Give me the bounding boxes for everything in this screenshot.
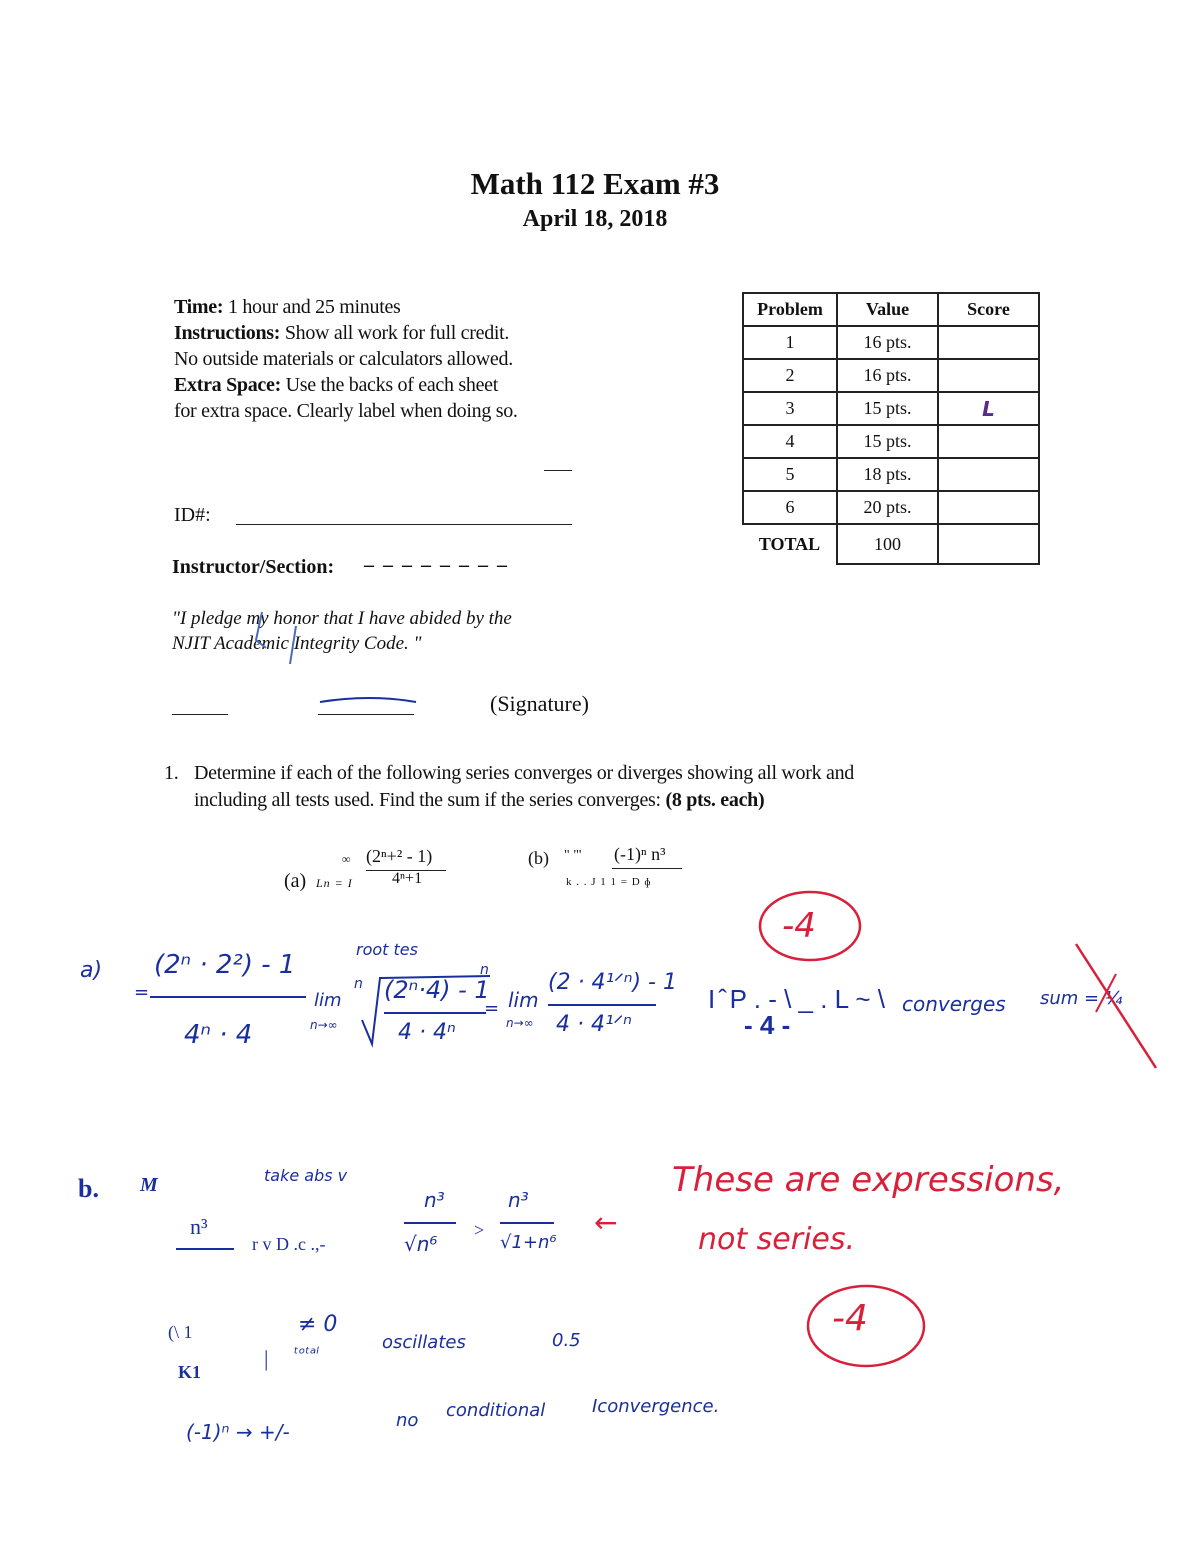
- problem-cell: 4: [743, 425, 837, 458]
- hw-b-gt: >: [474, 1220, 485, 1240]
- hw-take-abs: take abs v: [264, 1166, 348, 1185]
- pledge-line2: NJIT Academic Integrity Code. ": [172, 633, 422, 654]
- hw-b-k1: K1: [178, 1362, 202, 1382]
- instructions-value: Show all work for full credit.: [284, 322, 510, 344]
- question-points: (8 pts. each): [665, 789, 765, 811]
- signature-stroke-icon: [320, 698, 416, 702]
- instructor-label: Instructor/Section:: [172, 556, 335, 578]
- extra-space-label: Extra Space:: [174, 374, 281, 396]
- hw-b-frac2-denominator: √1+n⁶: [500, 1232, 557, 1253]
- part-b-index: k . . J 1 1 = D ɸ: [566, 876, 652, 888]
- hw-frac2-numerator: (2 · 4¹ᐟⁿ) - 1: [548, 970, 677, 995]
- instructions-label: Instructions:: [174, 322, 281, 344]
- value-cell: 16 pts.: [837, 326, 938, 359]
- hw-b-small: ᵗᵒᵗᵃˡ: [294, 1344, 319, 1363]
- header-problem: Problem: [743, 293, 837, 326]
- hw-b-m: M: [140, 1174, 158, 1196]
- header-score: Score: [938, 293, 1039, 326]
- part-a-denominator: 4ⁿ+1: [392, 870, 423, 887]
- hw-b-no: no: [396, 1410, 419, 1431]
- hw-b-conditional: conditional: [446, 1400, 546, 1421]
- red-comment-line1: These are expressions,: [672, 1160, 1065, 1200]
- hw-root-exponent: n: [480, 962, 489, 978]
- hw-root-denominator: 4 · 4ⁿ: [398, 1020, 456, 1045]
- id-label: ID#:: [174, 504, 211, 526]
- hw-converges: converges: [902, 992, 1006, 1016]
- instructions-line2: No outside materials or calculators allowed.: [174, 348, 513, 370]
- question-text-line2: including all tests used. Find the sum if the series converges:: [194, 789, 661, 811]
- part-b-label: (b): [528, 848, 549, 868]
- part-a-index: Ln = I: [316, 876, 353, 890]
- time-label: Time:: [174, 296, 224, 318]
- part-a-label: (a): [284, 870, 307, 892]
- hw-a-denominator: 4ⁿ · 4: [184, 1020, 253, 1050]
- hw-lim-1: lim: [314, 990, 342, 1011]
- grade-a-circle-icon: [760, 892, 860, 960]
- problem-cell: 2: [743, 359, 837, 392]
- hw-b-dots: r v D .c .,-: [252, 1234, 326, 1254]
- extra-space-line2: for extra space. Clearly label when doing so.: [174, 400, 518, 422]
- signature-stroke-icon: [256, 612, 266, 648]
- hw-b-label: b.: [78, 1174, 99, 1203]
- value-cell: 15 pts.: [837, 392, 938, 425]
- question-text-line1: Determine if each of the following series converges or diverges showing all work and: [194, 762, 854, 784]
- signature-stroke-icon: [290, 626, 296, 664]
- hw-result-garbled: I ̂ P . - \ _ . L ~ \: [708, 984, 886, 1014]
- part-b-marks: " "': [564, 848, 582, 863]
- part-b-numerator: (-1)ⁿ n³: [614, 844, 666, 864]
- part-a-numerator: (2ⁿ+² - 1): [366, 846, 433, 866]
- instructor-redacted: – – – – – – – –: [364, 554, 509, 576]
- extra-space-value: Use the backs of each sheet: [285, 374, 498, 396]
- value-cell: 15 pts.: [837, 425, 938, 458]
- hw-b-n3: n³: [190, 1214, 208, 1239]
- part-a-sum-symbol: ∞: [342, 852, 351, 866]
- exam-title: Math 112 Exam #3: [470, 166, 720, 201]
- hw-sum: sum = ¼: [1040, 988, 1123, 1009]
- hw-b-05: 0.5: [552, 1330, 581, 1351]
- problem-cell: 1: [743, 326, 837, 359]
- radical-sign-icon: [362, 976, 490, 1044]
- grade-b-circle-icon: [808, 1286, 924, 1366]
- hw-root-index: n: [354, 976, 363, 992]
- hw-a-numerator: (2ⁿ · 2²) - 1: [154, 950, 296, 980]
- value-cell: 16 pts.: [837, 359, 938, 392]
- header-value: Value: [837, 293, 938, 326]
- hw-b-last-left: (-1)ⁿ → +/-: [186, 1420, 290, 1444]
- value-cell: 20 pts.: [837, 491, 938, 524]
- arrow-left-icon: ←: [594, 1206, 618, 1239]
- problem-cell: 5: [743, 458, 837, 491]
- hw-lim-1-sub: n→∞: [310, 1018, 338, 1032]
- hw-b-frac1-denominator: √n⁶: [404, 1232, 438, 1256]
- signature-label: (Signature): [490, 691, 589, 716]
- hw-b-ql: (\ 1: [168, 1322, 193, 1342]
- hw-b-convergence: Iconvergence.: [592, 1396, 720, 1417]
- hw-a-label: a): [80, 958, 103, 983]
- hw-root-numerator: (2ⁿ·4) - 1: [384, 976, 490, 1004]
- time-value: 1 hour and 25 minutes: [227, 296, 401, 318]
- hw-b-neq0: ≠ 0: [298, 1312, 338, 1337]
- total-label: TOTAL: [758, 534, 821, 554]
- hw-frac2-denominator: 4 · 4¹ᐟⁿ: [556, 1012, 632, 1037]
- hw-lim-2: lim: [508, 988, 539, 1012]
- grade-b: -4: [832, 1298, 868, 1339]
- hw-b-one: |: [264, 1346, 269, 1371]
- red-comment-line2: not series.: [698, 1222, 856, 1257]
- hw-a-equals: =: [134, 982, 150, 1003]
- hw-result-denominator: - 4 -: [744, 1010, 791, 1040]
- hw-b-frac2-numerator: n³: [508, 1188, 529, 1212]
- problem-cell: 6: [743, 491, 837, 524]
- grade-a: -4: [782, 906, 816, 946]
- value-cell: 18 pts.: [837, 458, 938, 491]
- total-value: 100: [837, 524, 938, 564]
- hw-equals-2: =: [484, 998, 500, 1019]
- hw-b-scribble: oscillates: [382, 1332, 466, 1353]
- exam-date: April 18, 2018: [522, 206, 668, 232]
- problem-cell: 3: [743, 392, 837, 425]
- question-number: 1.: [164, 762, 179, 784]
- hw-lim-2-sub: n→∞: [506, 1016, 534, 1030]
- pledge-line1: "I pledge my honor that I have abided by the: [172, 608, 512, 629]
- strike-line-icon: [1076, 944, 1156, 1068]
- score-mark: L: [982, 396, 995, 421]
- hw-b-frac1-numerator: n³: [424, 1188, 445, 1212]
- hw-root-test: root tes: [356, 940, 418, 959]
